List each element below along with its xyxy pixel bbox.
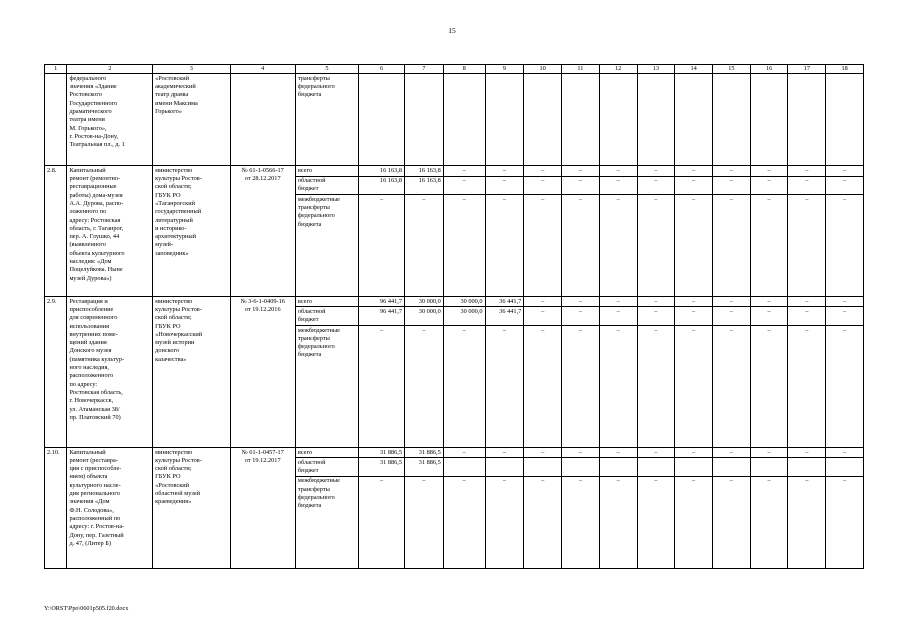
value-cell: 30 000,0: [443, 297, 485, 307]
value-cell: –: [637, 326, 675, 448]
row-number: 2.9.: [45, 297, 67, 448]
table-row: [45, 297, 864, 307]
value-cell: –: [712, 176, 750, 195]
value-cell: –: [359, 195, 405, 297]
value-cell: –: [599, 307, 637, 326]
column-number-16: 16: [750, 65, 788, 74]
funding-source: межбюджетные трансферты федерального бюджета: [295, 326, 358, 448]
table-row: [45, 166, 864, 176]
value-cell: –: [750, 176, 788, 195]
object-name: Реставрация и приспособление для современного использования внутренних поме- щений здания Донского музея (памятника культур- ного наследия, расположенного по адресу: Ростовская область, г. Новочеркасск, ул. Атаманская 38/ пр. Платовский 70): [67, 297, 153, 448]
value-cell: –: [675, 166, 713, 176]
value-cell: –: [562, 448, 600, 458]
value-cell: –: [524, 326, 562, 448]
value-cell: –: [637, 448, 675, 458]
value-cell: –: [675, 297, 713, 307]
cont-object-name: федерального значения «Здание Ростовского Государственного драматического театра имени М. Горького», г. Ростов-на-Дону, Театральная пл., д. 1: [67, 74, 153, 166]
value-cell: –: [637, 476, 675, 568]
value-cell: [485, 458, 524, 477]
value-cell: 36 441,7: [485, 307, 524, 326]
value-cell: –: [712, 307, 750, 326]
column-number-10: 10: [524, 65, 562, 74]
value-cell: 30 000,0: [443, 307, 485, 326]
value-cell: –: [524, 448, 562, 458]
funding-source: всего: [295, 166, 358, 176]
value-cell: –: [637, 166, 675, 176]
cont-cell-15: [712, 74, 750, 166]
value-cell: –: [599, 176, 637, 195]
column-number-13: 13: [637, 65, 675, 74]
value-cell: –: [405, 476, 444, 568]
row-number: 2.8.: [45, 166, 67, 297]
value-cell: –: [788, 166, 826, 176]
value-cell: –: [524, 166, 562, 176]
value-cell: –: [599, 448, 637, 458]
column-number-1: 1: [45, 65, 67, 74]
value-cell: –: [826, 166, 864, 176]
value-cell: –: [750, 195, 788, 297]
value-cell: [750, 458, 788, 477]
value-cell: –: [788, 476, 826, 568]
value-cell: –: [524, 195, 562, 297]
value-cell: 16 163,8: [405, 176, 444, 195]
value-cell: 96 441,7: [359, 307, 405, 326]
executor: министерство культуры Ростов- ской области; ГБУК РО «Новочеркасский музей истории донского казачества»: [153, 297, 231, 448]
value-cell: –: [750, 326, 788, 448]
value-cell: –: [599, 166, 637, 176]
value-cell: –: [788, 326, 826, 448]
value-cell: [524, 458, 562, 477]
value-cell: 31 886,5: [405, 458, 444, 477]
column-number-5: 5: [295, 65, 358, 74]
value-cell: –: [524, 176, 562, 195]
value-cell: –: [359, 476, 405, 568]
column-number-7: 7: [405, 65, 444, 74]
column-number-row: [45, 65, 864, 74]
value-cell: –: [524, 297, 562, 307]
value-cell: –: [788, 307, 826, 326]
value-cell: –: [359, 326, 405, 448]
value-cell: –: [443, 195, 485, 297]
cont-cell-1: [45, 74, 67, 166]
cont-cell-17: [788, 74, 826, 166]
cont-cell-9: [485, 74, 524, 166]
file-path-footer: Y:\ORST\Ppo\0601p505.f20.docx: [44, 605, 129, 612]
row-number: 2.10.: [45, 448, 67, 569]
executor: министерство культуры Ростов- ской области; ГБУК РО «Таганрогский государственный литературный и историко- архитектурный музей- заповедник»: [153, 166, 231, 297]
column-number-15: 15: [712, 65, 750, 74]
value-cell: –: [599, 326, 637, 448]
funding-source: всего: [295, 448, 358, 458]
column-number-3: 3: [153, 65, 231, 74]
value-cell: –: [675, 476, 713, 568]
value-cell: –: [562, 307, 600, 326]
value-cell: –: [712, 195, 750, 297]
column-number-17: 17: [788, 65, 826, 74]
value-cell: –: [712, 476, 750, 568]
value-cell: –: [750, 297, 788, 307]
cont-cell-7: [405, 74, 444, 166]
value-cell: –: [599, 297, 637, 307]
continuation-row: [45, 74, 864, 166]
value-cell: [826, 458, 864, 477]
document-number: № 3-6-1-0409-16 от 19.12.2016: [230, 297, 295, 448]
executor: министерство культуры Ростов- ской области; ГБУК РО «Ростовский областной музей краеведения»: [153, 448, 231, 569]
value-cell: –: [788, 176, 826, 195]
value-cell: –: [443, 476, 485, 568]
column-number-2: 2: [67, 65, 153, 74]
funding-source: областной бюджет: [295, 176, 358, 195]
cont-source: трансферты федерального бюджета: [295, 74, 358, 166]
value-cell: –: [485, 195, 524, 297]
value-cell: –: [712, 326, 750, 448]
value-cell: –: [788, 448, 826, 458]
value-cell: –: [637, 307, 675, 326]
column-number-8: 8: [443, 65, 485, 74]
cont-cell-16: [750, 74, 788, 166]
column-number-11: 11: [562, 65, 600, 74]
value-cell: –: [443, 176, 485, 195]
column-number-9: 9: [485, 65, 524, 74]
value-cell: –: [485, 176, 524, 195]
document-number: № 61-1-0566-17 от 28.12.2017: [230, 166, 295, 297]
value-cell: –: [826, 448, 864, 458]
value-cell: –: [405, 195, 444, 297]
funding-source: межбюджетные трансферты федерального бюджета: [295, 195, 358, 297]
cont-cell-6: [359, 74, 405, 166]
value-cell: –: [443, 166, 485, 176]
value-cell: –: [443, 448, 485, 458]
value-cell: –: [750, 476, 788, 568]
value-cell: –: [637, 195, 675, 297]
object-name: Капитальный ремонт (реставра- ция с приспособле- нием) объекта культурного насле- дия регионального значения «Дом Ф.Н. Солодова», расположенный по адресу: г. Ростов-на- Дону, пер. Газетный д. 47, (Литер Б): [67, 448, 153, 569]
value-cell: [788, 458, 826, 477]
cont-cell-4: [230, 74, 295, 166]
funding-source: межбюджетные трансферты федерального бюджета: [295, 476, 358, 568]
value-cell: 31 886,5: [359, 448, 405, 458]
value-cell: 96 441,7: [359, 297, 405, 307]
value-cell: –: [826, 176, 864, 195]
value-cell: –: [675, 307, 713, 326]
value-cell: [712, 458, 750, 477]
cont-executor: «Ростовский академический театр драмы имени Максима Горького»: [153, 74, 231, 166]
budget-table: [44, 64, 864, 569]
value-cell: –: [788, 195, 826, 297]
cont-cell-12: [599, 74, 637, 166]
value-cell: –: [712, 166, 750, 176]
cont-cell-14: [675, 74, 713, 166]
value-cell: [443, 458, 485, 477]
value-cell: –: [826, 326, 864, 448]
page-number: 15: [448, 26, 456, 35]
column-number-14: 14: [675, 65, 713, 74]
value-cell: 30 000,0: [405, 297, 444, 307]
value-cell: [637, 458, 675, 477]
value-cell: –: [826, 476, 864, 568]
cont-cell-18: [826, 74, 864, 166]
cont-cell-8: [443, 74, 485, 166]
table-row: [45, 448, 864, 458]
column-number-4: 4: [230, 65, 295, 74]
value-cell: –: [675, 195, 713, 297]
cont-cell-13: [637, 74, 675, 166]
value-cell: [675, 458, 713, 477]
value-cell: 16 163,8: [359, 176, 405, 195]
value-cell: –: [485, 166, 524, 176]
value-cell: 16 163,8: [405, 166, 444, 176]
value-cell: –: [443, 326, 485, 448]
value-cell: –: [562, 326, 600, 448]
document-number: № 61-1-0457-17 от 19.12.2017: [230, 448, 295, 569]
value-cell: –: [712, 297, 750, 307]
cont-cell-10: [524, 74, 562, 166]
cont-cell-11: [562, 74, 600, 166]
value-cell: –: [712, 448, 750, 458]
column-number-12: 12: [599, 65, 637, 74]
value-cell: –: [637, 176, 675, 195]
value-cell: 30 000,0: [405, 307, 444, 326]
funding-source: областной бюджет: [295, 307, 358, 326]
value-cell: –: [599, 476, 637, 568]
value-cell: –: [524, 307, 562, 326]
value-cell: 16 163,8: [359, 166, 405, 176]
value-cell: –: [675, 448, 713, 458]
value-cell: –: [750, 307, 788, 326]
funding-source: всего: [295, 297, 358, 307]
value-cell: 31 886,5: [405, 448, 444, 458]
value-cell: [599, 458, 637, 477]
value-cell: –: [826, 297, 864, 307]
value-cell: –: [485, 476, 524, 568]
value-cell: –: [675, 326, 713, 448]
value-cell: –: [562, 195, 600, 297]
column-number-6: 6: [359, 65, 405, 74]
value-cell: –: [750, 448, 788, 458]
value-cell: –: [562, 476, 600, 568]
value-cell: –: [826, 195, 864, 297]
value-cell: –: [562, 176, 600, 195]
value-cell: –: [562, 297, 600, 307]
object-name: Капитальный ремонт (ремонтно- реставрационные работы) дома-музея А.А. Дурова, распо- ложенного по адресу: Ростовская область, г. Таганрог, пер. А. Глушко, 44 (выявленного объекта культурного наследия: «Дом Поцелуйкова. Ныне музей Дурова»): [67, 166, 153, 297]
value-cell: –: [405, 326, 444, 448]
value-cell: –: [675, 176, 713, 195]
value-cell: –: [485, 326, 524, 448]
value-cell: –: [788, 297, 826, 307]
value-cell: –: [826, 307, 864, 326]
value-cell: –: [562, 166, 600, 176]
funding-source: областной бюджет: [295, 458, 358, 477]
value-cell: [562, 458, 600, 477]
value-cell: –: [750, 166, 788, 176]
value-cell: –: [485, 448, 524, 458]
value-cell: –: [524, 476, 562, 568]
column-number-18: 18: [826, 65, 864, 74]
value-cell: –: [637, 297, 675, 307]
value-cell: 36 441,7: [485, 297, 524, 307]
value-cell: 31 886,5: [359, 458, 405, 477]
value-cell: –: [599, 195, 637, 297]
